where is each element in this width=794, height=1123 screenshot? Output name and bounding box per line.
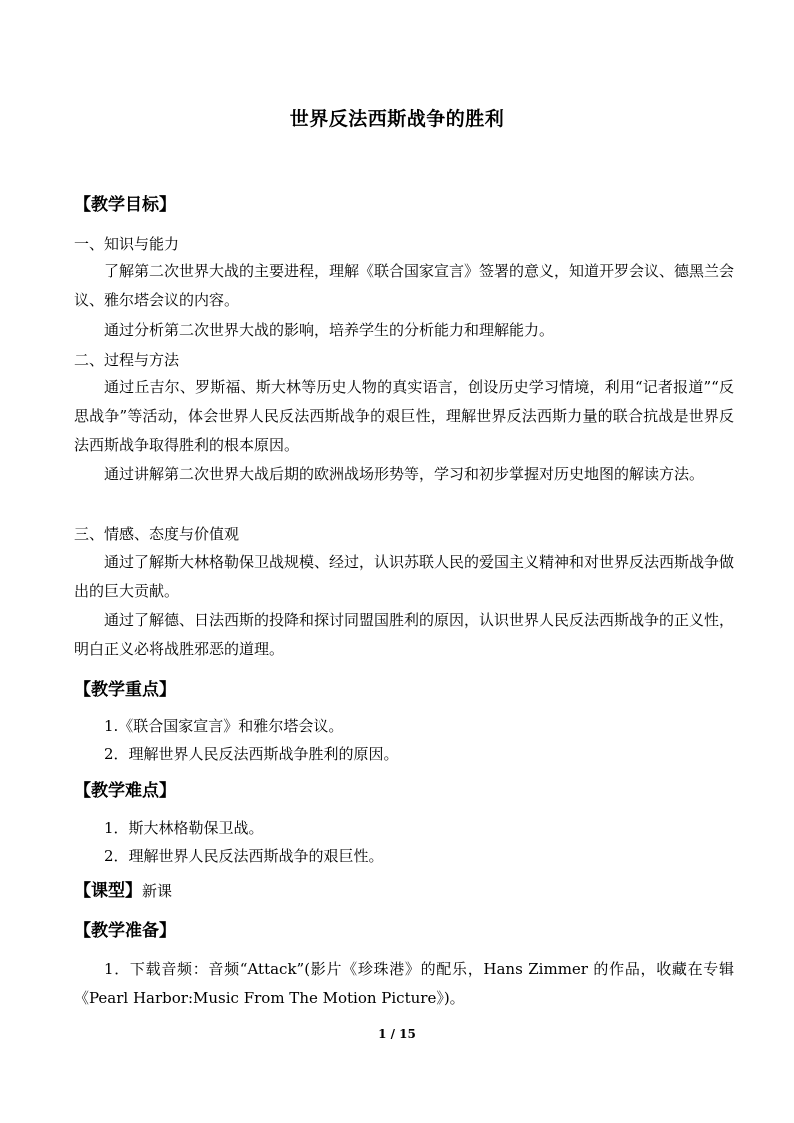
difficulty-item-1: 1．斯大林格勒保卫战。 (104, 819, 264, 837)
objectives-heading: 【教学目标】 (74, 195, 176, 215)
lesson-type-label: 【课型】 (74, 881, 142, 901)
process-method-heading: 二、过程与方法 (74, 351, 180, 369)
key-points-heading: 【教学重点】 (74, 680, 176, 700)
preparation-heading: 【教学准备】 (74, 921, 176, 941)
process-method-paragraph-1: 通过丘吉尔、罗斯福、斯大林等历史人物的真实语言，创设历史学习情境，利用“记者报道”“反思战争”等活动，体会世界人民反法西斯战争的艰巨性，理解世界反法西斯力量的联合抗战是世界反法西斯战争取得胜利的根本原因。 (74, 378, 734, 454)
values-heading: 三、情感、态度与价值观 (74, 525, 240, 543)
process-method-paragraph-2: 通过讲解第二次世界大战后期的欧洲战场形势等，学习和初步掌握对历史地图的解读方法。 (104, 465, 705, 483)
knowledge-ability-paragraph-1: 了解第二次世界大战的主要进程，理解《联合国家宣言》签署的意义，知道开罗会议、德黑兰会议、雅尔塔会议的内容。 (74, 262, 735, 309)
knowledge-ability-paragraph-2: 通过分析第二次世界大战的影响，培养学生的分析能力和理解能力。 (104, 321, 555, 339)
values-paragraph-1: 通过了解斯大林格勒保卫战规模、经过，认识苏联人民的爱国主义精神和对世界反法西斯战争做出的巨大贡献。 (74, 553, 735, 600)
key-point-item-1: 1.《联合国家宣言》和雅尔塔会议。 (104, 717, 344, 735)
page-title: 世界反法西斯战争的胜利 (289, 108, 505, 130)
lesson-type-heading (74, 876, 172, 901)
difficulty-item-2: 2．理解世界人民反法西斯战争的艰巨性。 (104, 847, 384, 865)
values-paragraph-2: 通过了解德、日法西斯的投降和探讨同盟国胜利的原因，认识世界人民反法西斯战争的正义性，明白正义必将战胜邪恶的道理。 (74, 611, 735, 658)
knowledge-ability-heading: 一、知识与能力 (74, 235, 180, 253)
page-number: 1 / 15 (378, 1027, 416, 1041)
preparation-paragraph-1: 1．下载音频：音频“Attack”(影片《珍珠港》的配乐，Hans Zimmer 的作品，收藏在专辑《Pearl Harbor:Music From The Motion Picture》)。 (74, 960, 734, 1007)
difficulties-heading: 【教学难点】 (74, 781, 176, 801)
key-point-item-2: 2．理解世界人民反法西斯战争胜利的原因。 (104, 745, 399, 763)
lesson-type-value: 新课 (142, 882, 173, 900)
